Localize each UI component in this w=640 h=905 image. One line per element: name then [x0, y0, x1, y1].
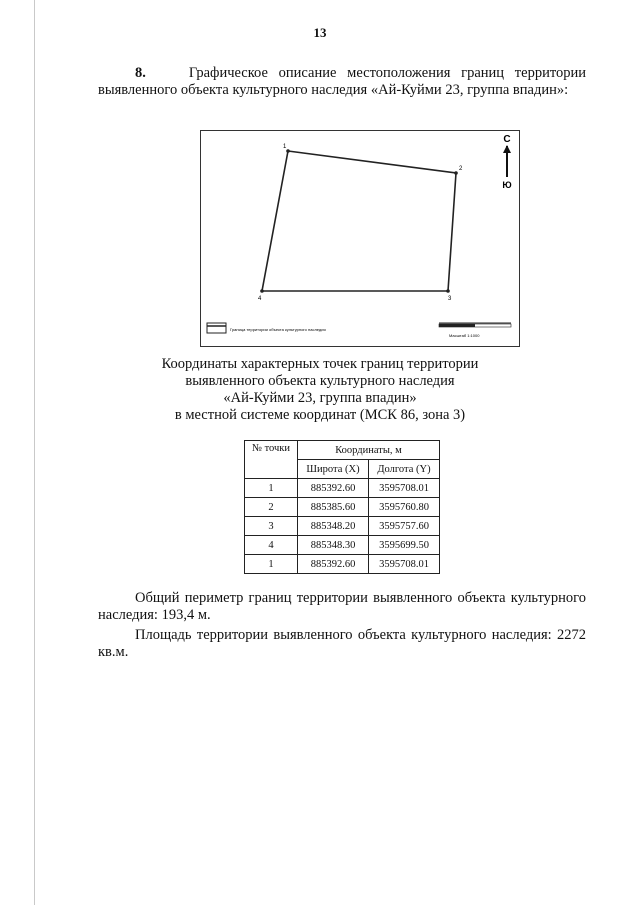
perimeter-paragraph: Общий периметр границ территории выявленного объекта культурного наследия: 193,4 м. [98, 590, 586, 623]
cell-point: 2 [245, 498, 298, 517]
cell-y: 3595760.80 [369, 498, 440, 517]
table-row [245, 517, 440, 536]
scale-text: Масштаб 1:1000 [449, 333, 480, 338]
section-text: Графическое описание местоположения границ территории выявленного объекта культурного наследия «Ай-Куйми 23, группа впадин»: [98, 65, 586, 98]
scale-bar [439, 323, 511, 338]
table-row [245, 555, 440, 574]
boundary-map-svg [201, 131, 519, 346]
header-point-number: № точки [245, 441, 298, 479]
table-row [245, 498, 440, 517]
cell-x: 885392.60 [298, 555, 369, 574]
table-row [245, 536, 440, 555]
cell-point: 4 [245, 536, 298, 555]
cell-point: 1 [245, 555, 298, 574]
boundary-polygon [262, 151, 456, 291]
compass-north-label: С [503, 134, 511, 145]
map-point-2-marker [454, 171, 458, 175]
map-point-1-label: 1 [283, 144, 287, 150]
page-edge-line [34, 0, 35, 905]
coordinates-table [244, 440, 440, 574]
map-point-1-marker [286, 149, 290, 153]
cell-y: 3595699.50 [369, 536, 440, 555]
map-point-4-marker [260, 289, 264, 293]
legend-text: Граница территории объекта культурного наследия [230, 327, 326, 332]
north-arrow-icon [502, 134, 511, 190]
page-number: 13 [313, 25, 327, 40]
cell-point: 1 [245, 479, 298, 498]
map-point-3-marker [446, 289, 450, 293]
cell-y: 3595708.01 [369, 555, 440, 574]
caption-line-2: выявленного объекта культурного наследия [185, 373, 455, 389]
boundary-map [200, 130, 520, 347]
caption-line-4: в местной системе координат (МСК 86, зона 3) [174, 407, 466, 423]
area-paragraph: Площадь территории выявленного объекта культурного наследия: 2272 кв.м. [98, 627, 586, 660]
cell-x: 885392.60 [298, 479, 369, 498]
header-longitude: Долгота (Y) [369, 460, 440, 479]
map-legend [207, 323, 326, 333]
map-point-4-label: 4 [258, 296, 262, 302]
table-header-row [245, 441, 440, 460]
table-row [245, 479, 440, 498]
cell-point: 3 [245, 517, 298, 536]
header-coordinates: Координаты, м [298, 441, 440, 460]
cell-y: 3595757.60 [369, 517, 440, 536]
cell-x: 885348.30 [298, 536, 369, 555]
section-number: 8. [135, 65, 146, 81]
map-point-2-label: 2 [459, 166, 463, 172]
caption-line-1: Координаты характерных точек границ территории [161, 356, 479, 372]
header-latitude: Широта (X) [298, 460, 369, 479]
cell-x: 885385.60 [298, 498, 369, 517]
section-8-paragraph [98, 65, 586, 99]
map-point-3-label: 3 [448, 296, 452, 302]
cell-y: 3595708.01 [369, 479, 440, 498]
coordinates-caption [0, 356, 640, 424]
cell-x: 885348.20 [298, 517, 369, 536]
caption-line-3: «Ай-Куйми 23, группа впадин» [223, 390, 417, 406]
compass-south-label: Ю [502, 180, 512, 190]
